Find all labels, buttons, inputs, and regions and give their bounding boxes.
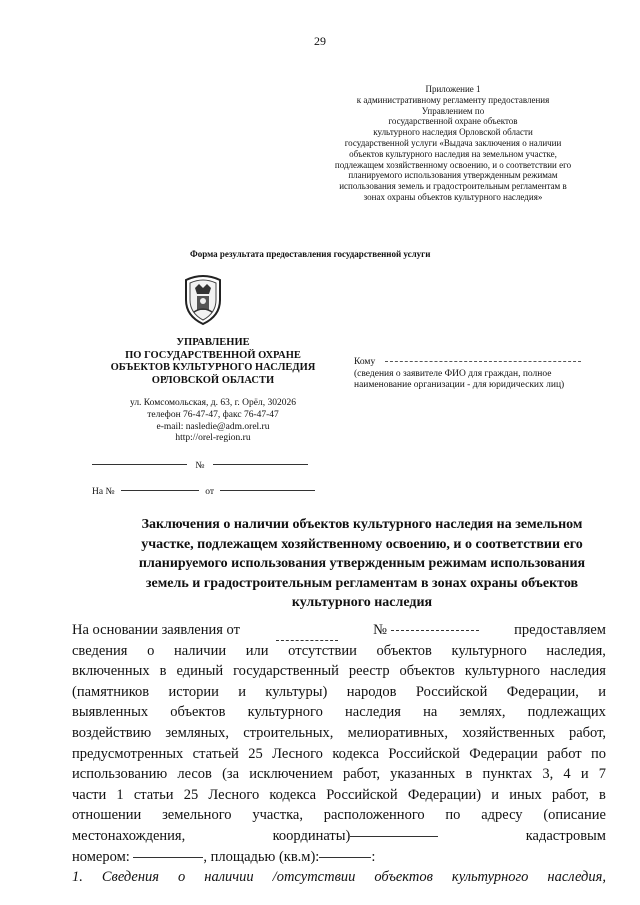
recipient-label: Кому [354, 357, 376, 367]
colon: : [371, 848, 376, 865]
location-text: местонахождения, [72, 827, 186, 844]
appendix-header [300, 84, 606, 203]
appendix-line: использования земель и градостроительным регламентам в [339, 181, 567, 192]
number-blank [213, 464, 308, 465]
coat-of-arms-icon [180, 270, 226, 326]
page-number: 29 [314, 34, 326, 48]
document-body [72, 620, 606, 888]
recipient-blank [385, 361, 581, 362]
phone-line: телефон 76-47-47, факс 76-47-47 [147, 409, 279, 420]
appendix-line: Управлением по [421, 105, 485, 116]
org-name-line: ОБЪЕКТОВ КУЛЬТУРНОГО НАСЛЕДИЯ [110, 362, 316, 373]
provide-text: предоставляем [514, 622, 606, 638]
appendix-line: культурного наследия Орловской области [373, 127, 533, 138]
application-basis-text: На основании заявления от [72, 622, 240, 638]
form-caption: Форма результата предоставления государственной услуги [190, 249, 431, 259]
date-blank [92, 464, 187, 465]
number-sign: № [195, 461, 205, 471]
body-line: сведения о наличии или отсутствии объектов культурного наследия, [72, 642, 606, 659]
body-line: использованию лесов (за исключением работ, указанных в пунктах 3, 4 и 7 [72, 766, 606, 783]
from-label: от [205, 487, 215, 497]
appendix-line: Приложение 1 [425, 84, 481, 94]
body-line [72, 826, 606, 847]
body-line: предусмотренных статьей 25 Лесного кодекса Российской Федерации работ по [72, 745, 606, 762]
title-line: планируемого использования утвержденным режимам использования [138, 556, 586, 571]
body-line: воздействию земляных, строительных, мелиоративных, хозяйственных работ, [72, 724, 606, 741]
body-line: (памятников истории и культуры) народов Российской Федерации, и [72, 683, 606, 700]
incoming-date-blank [220, 490, 315, 491]
body-item-1: 1. Сведения о наличии /отсутствии объектов культурного наследия, [72, 869, 606, 886]
document-title [100, 515, 624, 613]
recipient-note-line: наименование организации - для юридических лиц) [354, 380, 565, 390]
body-line: включенных в единый государственный реестр объектов культурного наследия [72, 663, 606, 680]
org-name-line: ОРЛОВСКОЙ ОБЛАСТИ [151, 374, 275, 386]
org-name-line: УПРАВЛЕНИЕ [176, 337, 250, 348]
area-blank [319, 857, 371, 858]
recipient-note-line: (сведения о заявителе ФИО для граждан, полное [354, 368, 552, 379]
recipient-block [354, 357, 581, 392]
appendix-line: к административному регламенту предоставления [356, 94, 550, 105]
website-line: http://orel-region.ru [175, 433, 251, 444]
area-text: , площадью (кв.м): [203, 848, 320, 865]
title-line: Заключения о наличии объектов культурного наследия на земельном [141, 517, 583, 532]
appendix-line: планируемого использования утвержденным режимам [348, 170, 558, 181]
application-date-blank [276, 620, 338, 641]
appendix-line: зонах охраны объектов культурного наследия» [363, 191, 543, 202]
email-line: e-mail: nasledie@adm.orel.ru [156, 421, 270, 432]
org-name-line: ПО ГОСУДАРСТВЕННОЙ ОХРАНЕ [125, 349, 301, 361]
number-label: номером: [72, 848, 130, 865]
organization-contacts [88, 398, 338, 445]
application-number-blank [391, 630, 479, 631]
cadastral-text: кадастровым [525, 827, 606, 844]
appendix-line: государственной услуги «Выдача заключения о наличии [344, 137, 562, 148]
title-line: культурного наследия [291, 595, 433, 610]
incoming-reference [92, 487, 315, 497]
title-line: земель и градостроительным регламентам в зонах охраны объектов [145, 575, 579, 591]
appendix-line: государственной охране объектов [388, 116, 518, 127]
body-line [72, 620, 606, 641]
title-line: участке, подлежащем хозяйственному освоению, и о соответствии его [141, 536, 583, 552]
body-line [72, 847, 606, 868]
coordinates-blank [350, 836, 438, 837]
appendix-line: подлежащем хозяйственному освоению, и о соответствии его [334, 159, 572, 170]
body-line: отношении земельного участка, расположенного по адресу (описание [72, 807, 606, 824]
address-line: ул. Комсомольская, д. 63, г. Орёл, 302026 [129, 398, 296, 408]
incoming-number-blank [121, 490, 199, 491]
organization-name [88, 337, 338, 387]
on-number-label: На № [92, 487, 115, 497]
outgoing-reference [92, 461, 308, 471]
number-sign: № [373, 622, 387, 638]
appendix-line: объектов культурного наследия на земельном участке, [349, 148, 557, 159]
body-line: выявленных объектов культурного наследия на землях, подлежащих [72, 704, 606, 721]
body-line: части 1 статьи 25 Лесного кодекса Российской Федерации) и иных работ, в [72, 786, 606, 803]
coordinates-text: координаты) [272, 827, 351, 844]
cadastral-number-blank [133, 857, 203, 858]
